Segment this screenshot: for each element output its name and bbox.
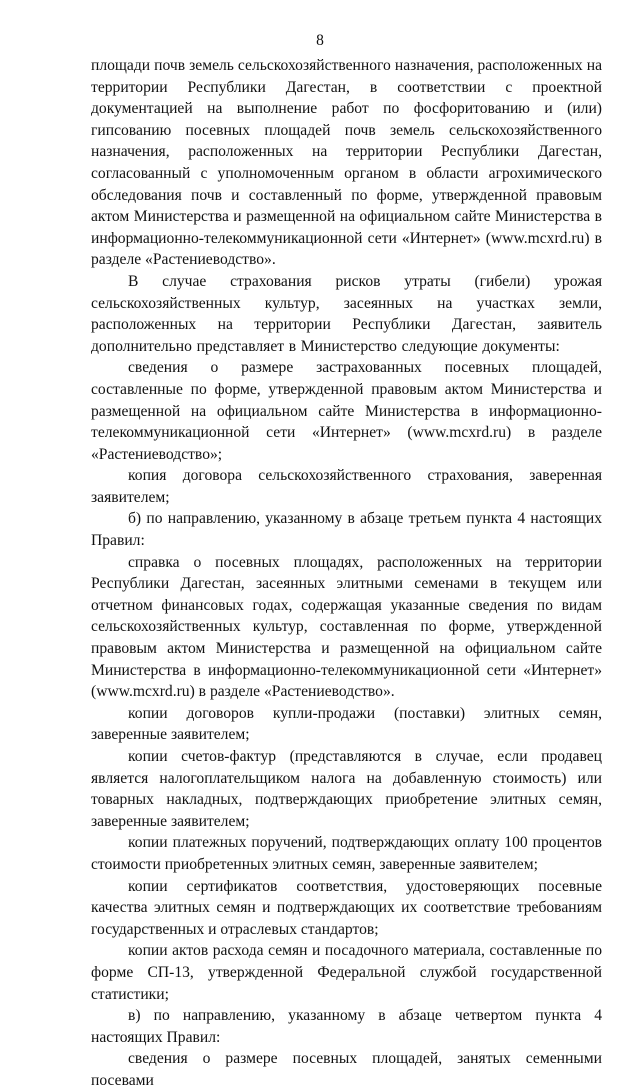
paragraph: копии сертификатов соответствия, удостоверяющих посевные качества элитных семян и подтверждающих их соответствие требованиям государственных и отраслевых стандартов;	[91, 877, 602, 938]
paragraph: копии платежных поручений, подтверждающих оплату 100 процентов стоимости приобретенных элитных семян, заверенные заявителем;	[91, 834, 602, 873]
paragraph: в) по направлению, указанному в абзаце четвертом пункта 4 настоящих Правил:	[91, 1007, 602, 1046]
paragraph: б) по направлению, указанному в абзаце третьем пункта 4 настоящих Правил:	[91, 510, 602, 550]
paragraph: сведения о размере застрахованных посевных площадей, составленные по форме, утвержденной правовым актом Министерства и размещенной на официальном сайте Министерства в информационно-телекоммуникационной сети «Интернет» (www.mcxrd.ru) в разделе «Растениеводство»;	[91, 359, 602, 463]
paragraph: площади почв земель сельскохозяйственного назначения, расположенных на территории Республики Дагестан, в соответствии с проектной документацией на выполнение работ по фосфоритованию и (или) гипсованию посевных площадей почв земель сельскохозяйственного назначения, расположенных на территории Республики Дагестан, согласованный с уполномоченным органом в области агрохимического обследования почв и составленный по форме, утвержденной правовым актом Министерства и размещенной на официальном сайте Министерства в информационно-телекоммуникационной сети «Интернет» (www.mcxrd.ru) в разделе «Растениеводство».	[91, 57, 602, 269]
paragraph: копии счетов-фактур (представляются в случае, если продавец является налогоплательщиком налога на добавленную стоимость) или товарных накладных, подтверждающих приобретение элитных семян, заверенные заявителем;	[91, 748, 602, 830]
paragraph: сведения о размере посевных площадей, занятых семенными посевами	[91, 1050, 602, 1089]
page-number: 8	[316, 32, 324, 49]
paragraph: справка о посевных площадях, расположенных на территории Республики Дагестан, засеянных элитными семенами в текущем или отчетном финансовых годах, содержащая указанные сведения по видам сельскохозяйственных культур, составленная по форме, утвержденной правовым актом Министерства и размещенной на официальном сайте Министерства в информационно-телекоммуникационной сети «Интернет» (www.mcxrd.ru) в разделе «Растениеводство».	[91, 553, 602, 701]
paragraph: В случае страхования рисков утраты (гибели) урожая сельскохозяйственных культур, засеянных на участках земли, расположенных на территории Республики Дагестан, заявитель дополнительно представляет в Министерство следующие документы:	[91, 272, 602, 355]
paragraph: копии актов расхода семян и посадочного материала, составленные по форме СП-13, утвержденной Федеральной службой государственной статистики;	[91, 942, 602, 1003]
document-body	[91, 55, 602, 1092]
paragraph: копии договоров купли-продажи (поставки) элитных семян, заверенные заявителем;	[91, 704, 602, 744]
paragraph: копия договора сельскохозяйственного страхования, заверенная заявителем;	[91, 467, 602, 506]
